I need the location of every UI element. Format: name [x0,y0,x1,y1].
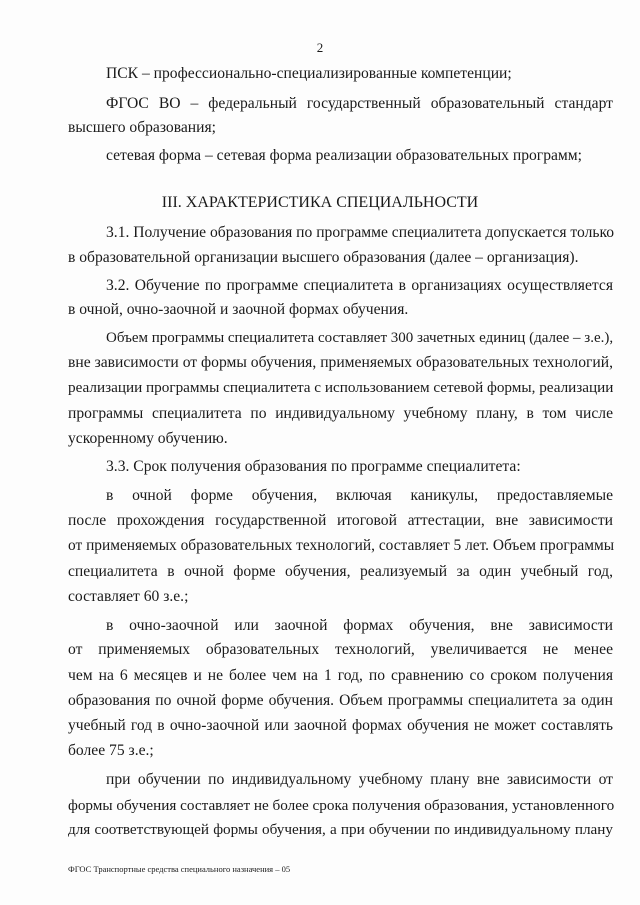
text-line: в образовательной организации высшего образования (далее – организация). [68,249,579,266]
text-line: в очной, очно-заочной и заочной формах обучения. [68,301,409,318]
text-line: вне зависимости от формы обучения, применяемых образовательных технологий, [68,354,613,371]
text-line: специалитета в очной форме обучения, реализуемый за один учебный год, [68,563,613,580]
text-line: Объем программы специалитета составляет 300 зачетных единиц (далее – з.е.), [106,330,614,346]
text-line: при обучении по индивидуальному учебному плану вне зависимости от [106,771,613,788]
text-line: от применяемых образовательных технологий, увеличивается не менее [68,641,613,658]
footer-text: ФГОС Транспортные средства специального назначения – 05 [68,864,291,874]
text-line: 3.2. Обучение по программе специалитета в организациях осуществляется [106,277,613,294]
text-line: ускоренному обучению. [68,430,228,447]
text-line: составляет 60 з.е.; [68,588,189,605]
page-number: 2 [316,40,324,55]
text-line: чем на 6 месяцев и не более чем на 1 год, по сравнению со сроком получения [68,667,613,684]
text-line: высшего образования; [68,119,216,136]
text-line: 3.1. Получение образования по программе специалитета допускается только [106,224,615,241]
text-line: в очной форме обучения, включая каникулы, предоставляемые [106,487,613,504]
text-line: для соответствующей формы обучения, а при обучении по индивидуальному плану [68,821,613,838]
text-line: сетевая форма – сетевая форма реализации образовательных программ; [106,147,582,164]
text-line: более 75 з.е.; [68,742,154,759]
text-line: от применяемых образовательных технологий, составляет 5 лет. Объем программы [68,537,615,554]
text-line: 3.3. Срок получения образования по программе специалитета: [106,458,521,475]
text-line: реализации программы специалитета с использованием сетевой формы, реализации [68,379,614,396]
section-heading: III. ХАРАКТЕРИСТИКА СПЕЦИАЛЬНОСТИ [161,194,479,211]
text-line: ФГОС ВО – федеральный государственный образовательный стандарт [106,95,613,112]
text-line: формы обучения составляет не более срока получения образования, установленного [68,797,615,814]
text-line: учебный год в очно-заочной или заочной формах обучения не может составлять [68,717,613,734]
text-line: в очно-заочной или заочной формах обучения, вне зависимости [106,617,613,634]
text-line: программы специалитета по индивидуальному учебному плану, в том числе [68,405,613,422]
text-line: ПСК – профессионально-специализированные компетенции; [106,65,512,82]
text-line: образования по очной форме обучения. Объем программы специалитета за один [68,692,613,709]
text-line: после прохождения государственной итоговой аттестации, вне зависимости [68,512,613,529]
